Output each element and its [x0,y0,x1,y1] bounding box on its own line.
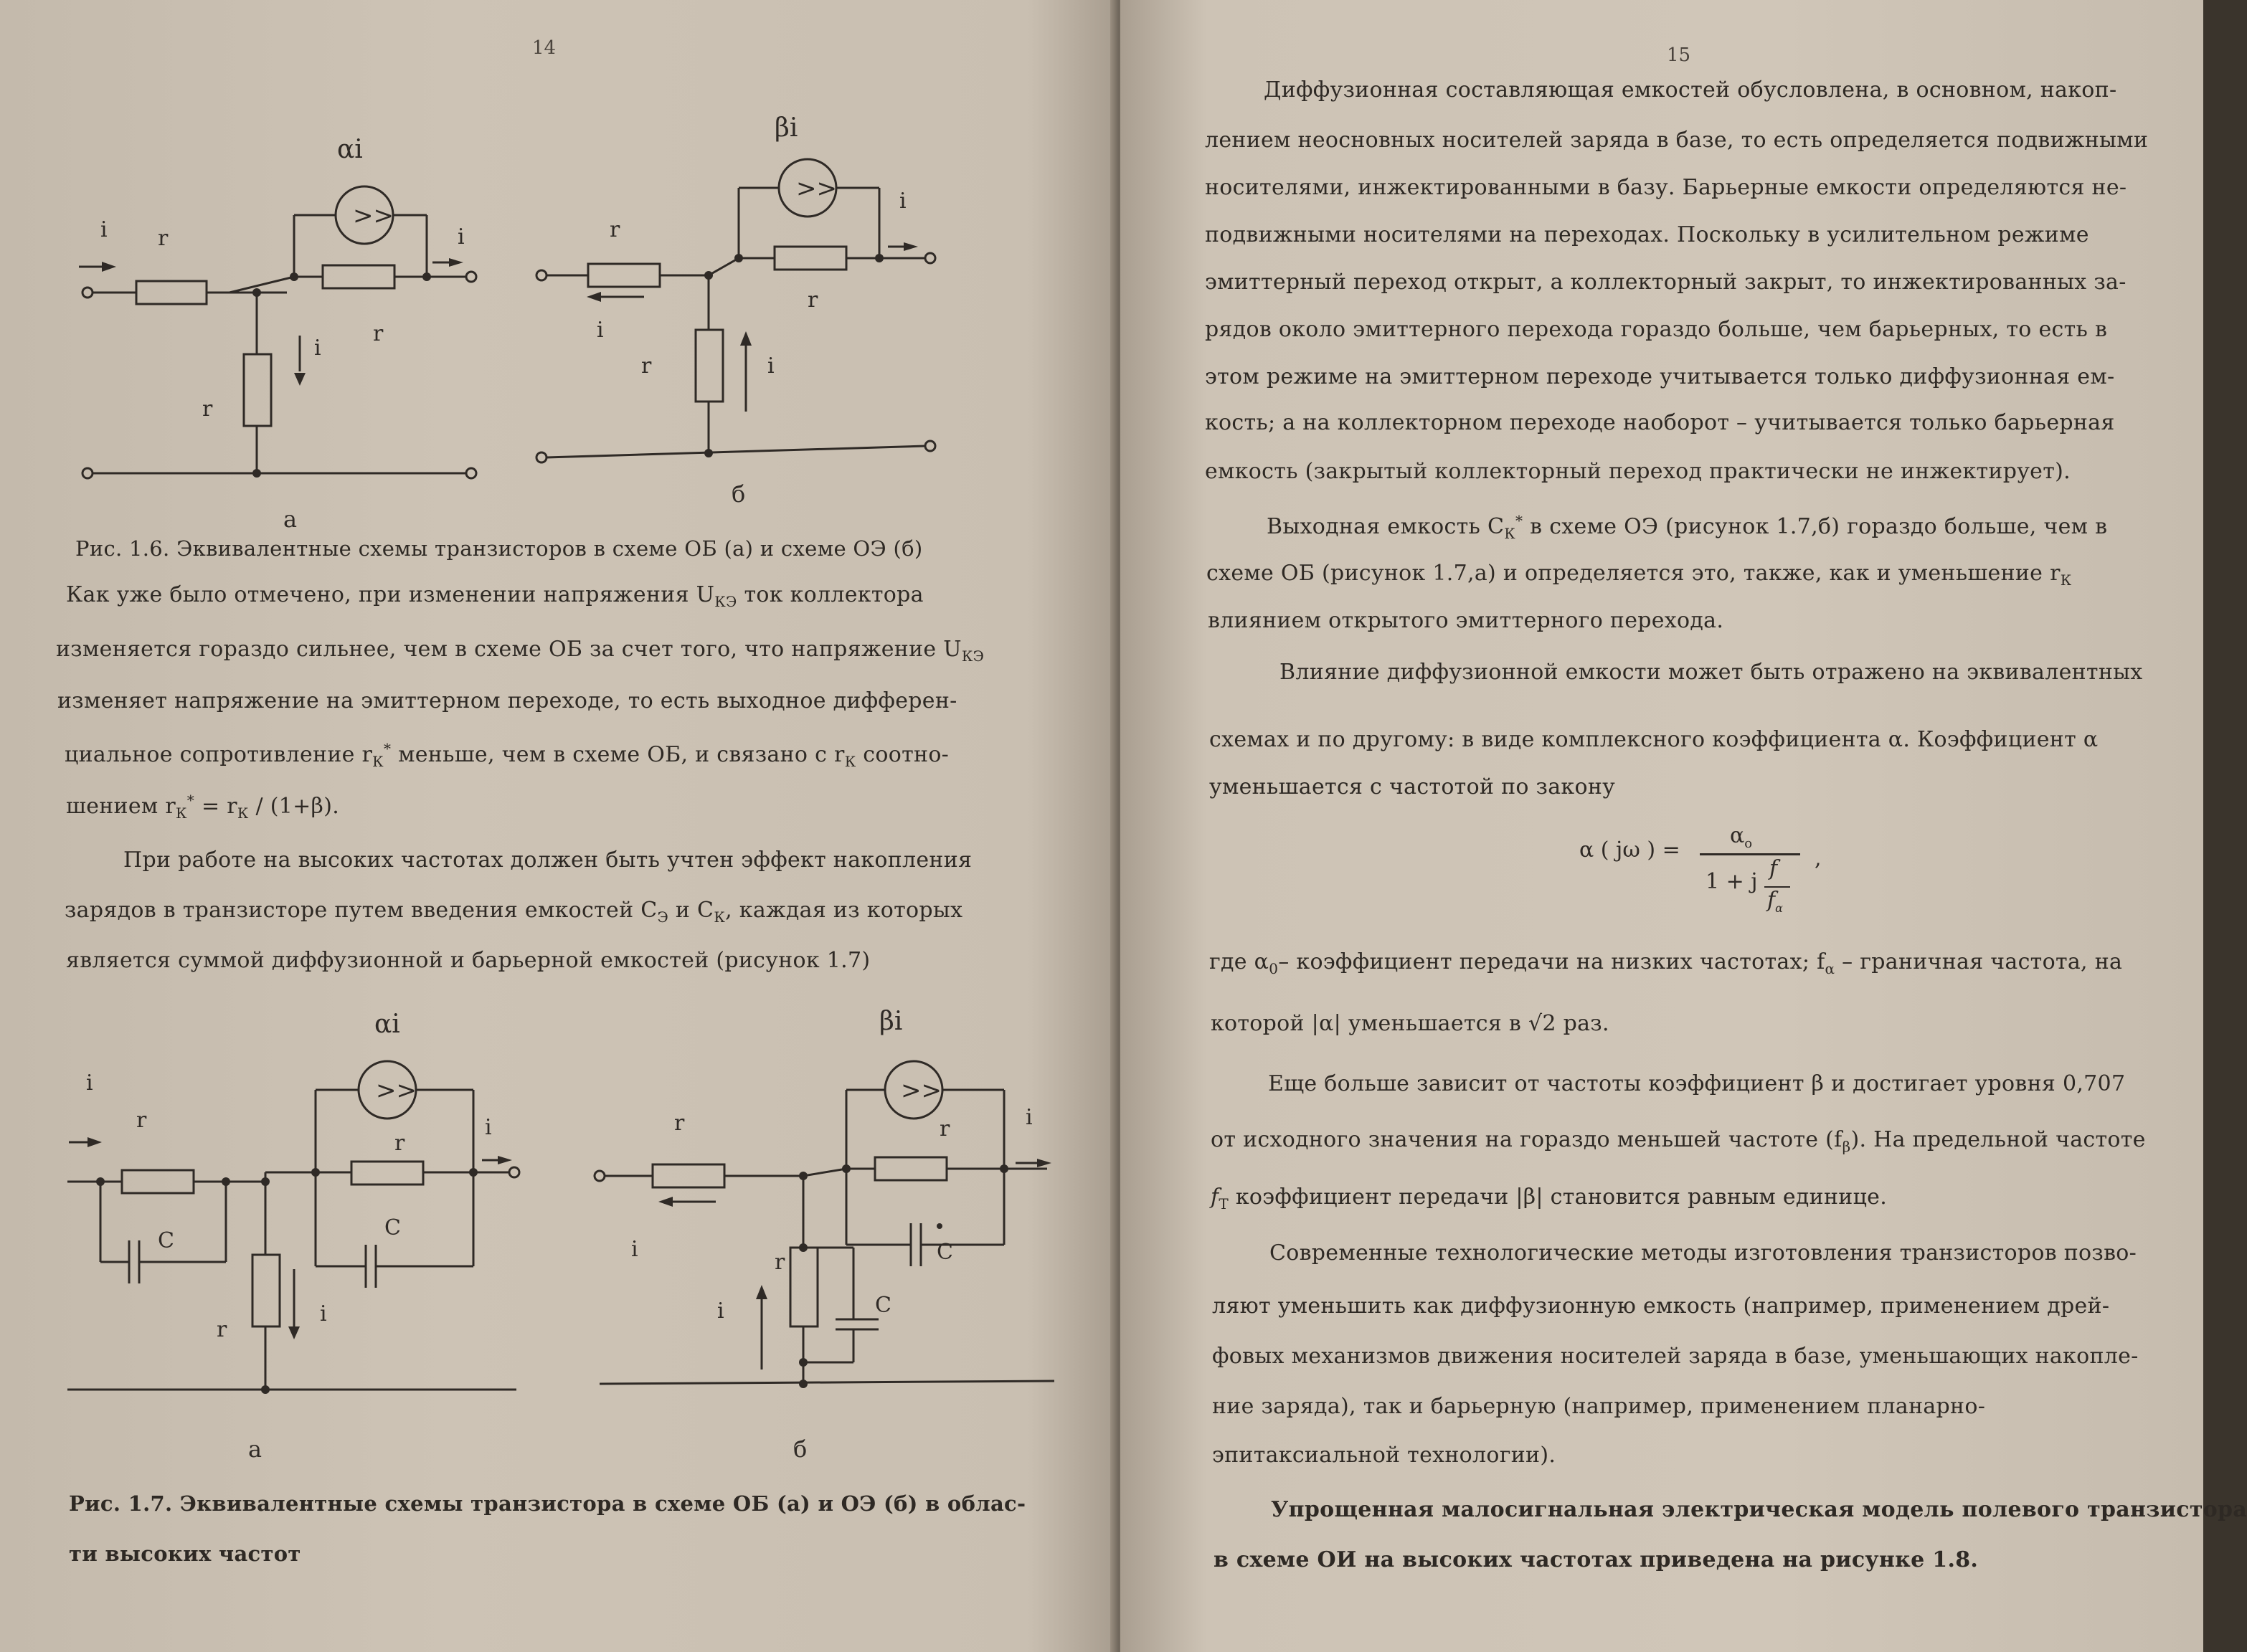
text-line: Еще больше зависит от частоты коэффициент β и достигает уровня 0,707 [1268,1071,2126,1096]
label-ik: i [1026,1105,1033,1130]
page-number: 15 [1667,44,1691,66]
text-line: уменьшается с частотой по закону [1209,774,1616,799]
label-re: r [641,353,652,379]
label-rk-star: r [808,288,818,313]
label-ik: i [485,1115,492,1140]
figure-caption-1-6: Рис. 1.6. Эквивалентные схемы транзисторов в схеме ОБ (а) и схеме ОЭ (б) [75,536,923,561]
text-line: подвижными носителями на переходах. Поскольку в усилительном режиме [1205,222,2089,247]
text-line: от исходного значения на гораздо меньшей частоте $(f_\beta)$. На предельной частоте [1211,1127,2146,1155]
right-page: 15 Диффузионная составляющая емкостей обусловлена, в основном, накоп- лением неосновных носителей заряда в базе, то есть определяется подвижными носителями, инжектированными в базу. Барьерные емкости определяются не- подвижными носителями на переходах. Поскольку в усилительном режиме эмиттерный переход открыт, а коллекторный закрыт, то инжектированных за- рядов около эмиттерного перехода гораздо больше, чем барьерных, то есть в этом режиме на эмиттерном переходе учитывается только диффузионная ем- кость; а на коллекторном переходе наоборот – учитывается только барьерная емкость (закрытый коллекторный переход практически не инжектирует). Выходная емкость $C_К^*$ в схеме ОЭ (рисунок 1.7,б) гораздо больше, чем в схеме ОБ (рисунок 1.7,а) и определяется это, также, как и уменьшение $r_К$ влиянием открытого эмиттерного перехода. Влияние диффузионной емкости может быть отражено на эквивалентных схемах и по другому: в виде комплексного коэффициента α. Коэффициент α уменьшается с частотой по закону α ( jω ) = $\alpha_о$ 1 + j f $f_\alpha$ , где $\alpha_0-$ коэффициент передачи на низких частотах; $f_\alpha$ – граничная частота, на которой |α| уменьшается в √2 раз. Еще больше зависит от частоты коэффициент β и достигает уровня 0,707 от исходного значения на гораздо меньшей частоте $(f_\beta)$. На предельной частоте $f_Т$ коэффициент передачи |β| становится равным единице. Современные технологические методы изготовления транзисторов позво- ляют уменьшить как диффузионную емкость (например, применением дрей- фовых механизмов движения носителей заряда в базе, уменьшающих накопле- ние заряда), так и барьерную (например, применением планарно- эпитаксиальной технологии). Упрощенная малосигнальная электрическая модель полевого транзистора в схеме ОИ на высоких частотах приведена на рисунке 1.8. [1120,0,2203,1652]
label-rb: r [202,397,213,422]
label-ck: C [384,1215,401,1240]
label-beta-ib: βi [775,113,798,143]
text-line: влиянием открытого эмиттерного перехода. [1208,608,1724,633]
label-ib: i [631,1237,638,1262]
text-line: эпитаксиальной технологии). [1212,1443,1556,1468]
text-line: изменяется гораздо сильнее, чем в схеме ОБ за счет того, что напряжение $U_{КЭ}$ [56,637,985,665]
text-line: Диффузионная составляющая емкостей обусловлена, в основном, накоп- [1264,77,2117,103]
text-line: где $\alpha_0-$ коэффициент передачи на низких частотах; $f_\alpha$ – граничная частота, на [1209,949,2123,977]
generator-symbol: >> [901,1076,942,1105]
label-ce: C [875,1293,891,1318]
label-ib: i [320,1301,327,1326]
figure-1-6 [65,113,997,533]
text-line: циальное сопротивление $r_К^*$ меньше, чем в схеме ОБ, и связано с $r_К$ соотно- [65,740,950,770]
text-line: шением $r_К^* = r_К / (1+\beta)$. [66,792,340,822]
label-re: r [158,226,169,251]
label-ie: i [100,217,108,242]
text-line: зарядов в транзисторе путем введения емкостей $C_Э$ и $C_К$, каждая из которых [65,898,963,926]
label-rb: r [217,1317,227,1342]
text-line: ние заряда), так и барьерную (например, применением планарно- [1212,1394,1986,1419]
text-line: $f_Т$ коэффициент передачи |β| становится равным единице. [1211,1185,1888,1212]
text-line: схеме ОБ (рисунок 1.7,а) и определяется это, также, как и уменьшение $r_К$ [1206,561,2072,589]
label-ie: i [717,1299,724,1324]
label-ik: i [899,189,907,214]
generator-symbol: >> [796,174,837,203]
circuit-1-7-a [67,1061,519,1390]
text-line: рядов около эмиттерного перехода гораздо больше, чем барьерных, то есть в [1205,317,2108,342]
text-line: фовых механизмов движения носителей заряда в базе, уменьшающих накопле- [1212,1344,2139,1369]
circuit-1-6-b [536,159,935,462]
circuit-1-7-b-nodes [658,1159,1051,1388]
label-alpha-ie: αi [337,135,363,164]
sub-label-a: а [248,1435,262,1463]
label-rk: r [373,321,384,346]
text-line: Как уже было отмечено, при изменении напряжения $U_{КЭ}$ ток коллектора [66,582,924,610]
text-line: При работе на высоких частотах должен быть учтен эффект накопления [123,848,973,873]
generator-symbol: >> [376,1076,417,1105]
label-re: r [136,1108,147,1133]
circuit-1-6-a [82,186,476,478]
circuit-1-7-b [595,1061,1054,1384]
label-ik: i [458,224,465,250]
label-ie: i [86,1071,93,1096]
figure-1-7 [50,997,1069,1484]
text-line: носителями, инжектированными в базу. Барьерные емкости определяются не- [1205,175,2127,200]
left-page [0,0,1117,1652]
text-line: которой |α| уменьшается в √2 раз. [1211,1011,1609,1036]
label-beta-ib: βi [879,1007,903,1036]
circuit-1-6-a-nodes [102,258,463,478]
label-ib: i [314,336,321,361]
text-line: емкость (закрытый коллекторный переход практически не инжектирует). [1205,459,2071,484]
text-line: эмиттерный переход открыт, а коллекторный закрыт, то инжектированных за- [1205,270,2127,295]
label-alpha-ie: αi [374,1010,400,1039]
label-rk-star: r [940,1116,950,1141]
circuit-1-6-b-nodes [587,242,918,457]
text-line: Современные технологические методы изготовления транзисторов позво- [1269,1240,2137,1266]
label-re: r [775,1250,785,1275]
text-line: ляют уменьшить как диффузионную емкость (например, применением дрей- [1212,1293,2110,1319]
label-rk: r [394,1131,405,1156]
text-line: Выходная емкость $C_К^*$ в схеме ОЭ (рисунок 1.7,б) гораздо больше, чем в [1267,512,2108,542]
text-line: лением неосновных носителей заряда в базе, то есть определяется подвижными [1205,128,2149,153]
figure-caption-1-7: Рис. 1.7. Эквивалентные схемы транзистора в схеме ОБ (а) и ОЭ (б) в облас- [69,1491,1026,1516]
text-line: этом режиме на эмиттерном переходе учитывается только диффузионная ем- [1205,364,2115,389]
label-ib: i [597,318,604,343]
page-number: 14 [532,37,557,59]
sub-label-a: a [283,505,298,533]
label-rb: r [610,217,620,242]
text-line: схемах и по другому: в виде комплексного коэффициента α. Коэффициент α [1209,727,2099,752]
sub-label-b: б [793,1435,808,1463]
text-line: является суммой диффузионной и барьерной емкостей (рисунок 1.7) [66,948,871,973]
generator-symbol: >> [353,201,394,230]
text-line: Упрощенная малосигнальная электрическая модель полевого транзистора [1271,1497,2247,1522]
text-line: в схеме ОИ на высоких частотах приведена на рисунке 1.8. [1214,1547,1979,1572]
text-line: изменяет напряжение на эмиттерном переходе, то есть выходное дифферен- [57,688,957,713]
label-ck-star: C [937,1240,953,1265]
text-line: Влияние диффузионной емкости может быть отражено на эквивалентных [1279,660,2143,685]
text-line: кость; а на коллекторном переходе наоборот – учитывается только барьерная [1205,410,2115,435]
label-rb: r [674,1111,685,1136]
label-ce: C [158,1228,174,1253]
label-ie: i [767,353,775,379]
sub-label-b: б [732,480,746,508]
figure-caption-1-7-cont: ти высоких частот [69,1542,301,1566]
